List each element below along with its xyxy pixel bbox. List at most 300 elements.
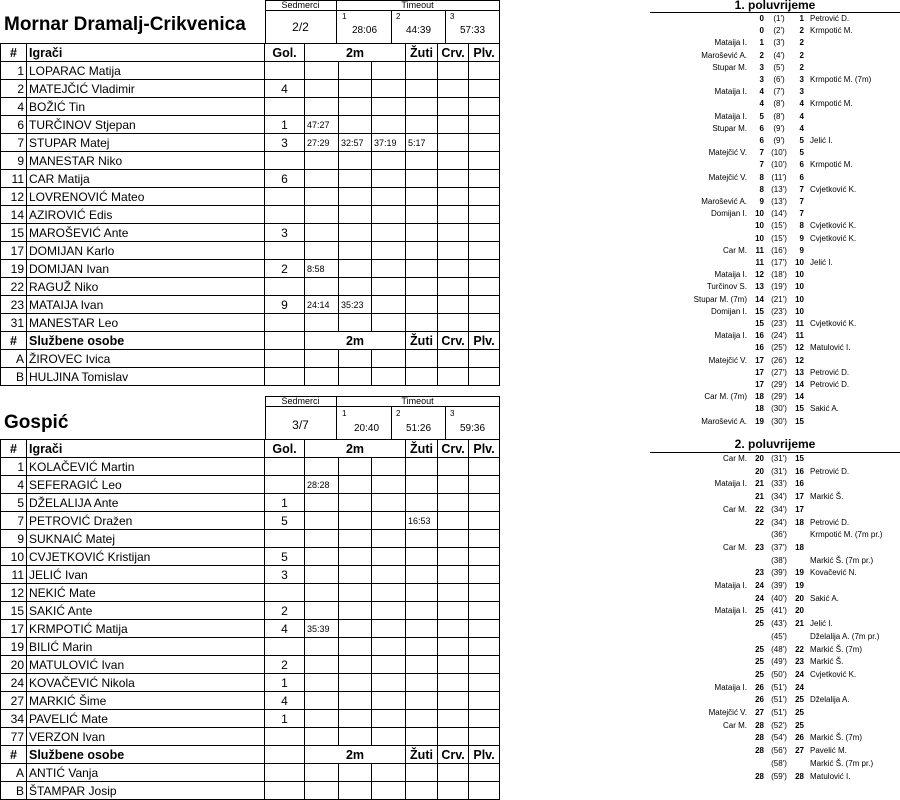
player-2min (305, 566, 339, 584)
away-team-sheet (0, 396, 499, 800)
log-away-score: 25 (795, 708, 804, 717)
player-blue-card (469, 116, 500, 134)
log-home-score: 7 (759, 148, 764, 158)
official-name: ŽIROVEC Ivica (27, 350, 265, 368)
log-away-scorer: Petrović D. (810, 517, 850, 527)
player-red-card (438, 656, 469, 674)
log-home-score: 21 (755, 492, 764, 502)
log-event (650, 184, 900, 196)
official-cell (438, 782, 469, 800)
log-home-score: 25 (755, 606, 764, 616)
home-timeout-3-index: 3 (450, 12, 455, 21)
player-2min: 24:14 (305, 296, 339, 314)
log-home-score: 25 (755, 669, 764, 679)
log-event (650, 605, 900, 617)
log-minute: (23') (771, 319, 787, 328)
player-goals (265, 728, 305, 746)
col-red-header: Crv. (438, 44, 469, 62)
log-home-score: 18 (755, 404, 764, 414)
player-red-card (438, 62, 469, 80)
log-event (650, 159, 900, 171)
player-row (1, 584, 500, 602)
player-name: MATEJČIĆ Vladimir (27, 80, 265, 98)
log-event (650, 491, 900, 503)
log-away-score: 13 (795, 367, 804, 377)
player-2min (339, 620, 372, 638)
player-blue-card (469, 98, 500, 116)
player-goals (265, 530, 305, 548)
official-cell (469, 368, 500, 386)
player-number: 27 (1, 692, 27, 710)
log-event (650, 196, 900, 208)
player-blue-card (469, 260, 500, 278)
home-officials-header-row (1, 332, 500, 350)
log-home-score: 17 (755, 380, 764, 389)
log-event (650, 98, 900, 110)
player-number: 19 (1, 260, 27, 278)
player-red-card (438, 134, 469, 152)
col-blue-header: Plv. (469, 440, 500, 458)
player-2min (339, 80, 372, 98)
player-number: 2 (1, 80, 27, 98)
log-away-scorer: Krmpotić M. (7m) (810, 75, 872, 84)
col-blue-header: Plv. (469, 44, 500, 62)
player-number: 17 (1, 620, 27, 638)
away-top-header (0, 396, 499, 439)
player-yellow-card (406, 710, 438, 728)
player-goals (265, 152, 305, 170)
player-row (1, 278, 500, 296)
player-number: 9 (1, 530, 27, 548)
player-yellow-card (406, 692, 438, 710)
player-2min (372, 314, 406, 332)
player-2min (372, 656, 406, 674)
official-letter: B (1, 782, 27, 800)
player-number: 4 (1, 98, 27, 116)
player-yellow-card: 5:17 (406, 134, 438, 152)
log-event (650, 656, 900, 668)
player-row (1, 314, 500, 332)
log-event (650, 342, 900, 354)
player-red-card (438, 530, 469, 548)
player-row (1, 494, 500, 512)
player-name: PETROVIĆ Dražen (27, 512, 265, 530)
log-home-scorer: Domijan I. (710, 209, 747, 219)
log-minute: (1') (773, 14, 785, 23)
player-red-card (438, 674, 469, 692)
log-away-score: 25 (795, 720, 804, 730)
log-event (650, 580, 900, 592)
official-row (1, 350, 500, 368)
player-name: LOVRENOVIĆ Mateo (27, 188, 265, 206)
log-home-score: 3 (759, 75, 764, 84)
player-2min (372, 116, 406, 134)
log-away-score: 24 (795, 682, 804, 692)
player-name: BILIĆ Marin (27, 638, 265, 656)
log-away-score: 3 (799, 75, 804, 84)
log-home-score: 15 (755, 306, 764, 316)
second-half-title: 2. poluvrijeme (734, 437, 816, 451)
player-2min (372, 692, 406, 710)
player-2min (372, 188, 406, 206)
log-away-scorer: Krmpotić M. (810, 160, 853, 170)
log-home-score: 21 (755, 479, 764, 489)
player-red-card (438, 188, 469, 206)
log-minute: (21') (771, 294, 787, 304)
log-event (650, 257, 900, 269)
player-yellow-card (406, 602, 438, 620)
player-number: 17 (1, 242, 27, 260)
log-minute: (2') (773, 26, 785, 36)
log-minute: (37') (771, 542, 787, 552)
player-number: 10 (1, 548, 27, 566)
player-red-card (438, 494, 469, 512)
first-half-title: 1. poluvrijeme (734, 0, 816, 12)
player-number: 20 (1, 656, 27, 674)
player-yellow-card (406, 620, 438, 638)
player-number: 11 (1, 566, 27, 584)
player-blue-card (469, 674, 500, 692)
log-event (650, 593, 900, 605)
log-minute: (14') (771, 209, 787, 219)
player-2min (339, 728, 372, 746)
col-players-header: Igrači (27, 440, 265, 458)
log-event (650, 391, 900, 403)
log-away-scorer: Dželalija A. (810, 695, 850, 705)
player-name: MATULOVIĆ Ivan (27, 656, 265, 674)
log-minute: (27') (771, 367, 787, 377)
log-away-score: 2 (799, 26, 804, 36)
player-row (1, 134, 500, 152)
away-timeout-1-index: 1 (342, 409, 347, 418)
log-minute: (13') (771, 197, 787, 206)
player-yellow-card (406, 62, 438, 80)
log-home-score: 28 (755, 746, 764, 756)
player-red-card (438, 224, 469, 242)
player-blue-card (469, 80, 500, 98)
official-cell (305, 350, 339, 368)
player-number: 1 (1, 62, 27, 80)
official-cell (339, 350, 372, 368)
player-yellow-card (406, 278, 438, 296)
player-number: 7 (1, 512, 27, 530)
player-number: 24 (1, 674, 27, 692)
log-minute: (40') (771, 593, 787, 603)
log-home-scorer: Mataija I. (714, 270, 747, 280)
log-away-score: 28 (795, 771, 804, 781)
log-away-score: 24 (795, 669, 804, 679)
log-away-score: 3 (799, 87, 804, 97)
player-yellow-card (406, 494, 438, 512)
away-timeout-2-index: 2 (396, 409, 401, 418)
player-blue-card (469, 728, 500, 746)
log-away-score: 23 (795, 657, 804, 667)
player-row (1, 530, 500, 548)
log-home-scorer: Matejčić V. (708, 708, 747, 717)
log-event (650, 542, 900, 554)
player-2min (339, 530, 372, 548)
player-2min (305, 674, 339, 692)
log-minute: (26') (771, 355, 787, 365)
log-away-scorer: Markić Š. (7m) (810, 733, 862, 743)
home-timeout-2-index: 2 (396, 12, 401, 21)
away-timeout-3-index: 3 (450, 409, 455, 418)
player-number: 7 (1, 134, 27, 152)
player-row (1, 602, 500, 620)
log-home-score: 5 (759, 111, 764, 121)
log-event (650, 330, 900, 342)
log-home-score: 7 (759, 160, 764, 170)
player-blue-card (469, 620, 500, 638)
player-name: LOPARAC Matija (27, 62, 265, 80)
player-name: DOMIJAN Ivan (27, 260, 265, 278)
player-goals (265, 638, 305, 656)
log-home-scorer: Car M. (723, 504, 747, 514)
log-event (650, 453, 900, 465)
log-event (650, 771, 900, 783)
log-minute: (34') (771, 492, 787, 502)
log-away-scorer: Jelić I. (810, 136, 833, 145)
log-minute: (45') (771, 631, 787, 641)
player-2min (372, 152, 406, 170)
player-goals: 4 (265, 80, 305, 98)
player-2min (339, 62, 372, 80)
log-away-score: 10 (795, 282, 804, 292)
player-red-card (438, 728, 469, 746)
player-row (1, 98, 500, 116)
log-home-scorer: Mataija I. (714, 581, 747, 590)
log-away-score: 18 (795, 542, 804, 552)
player-yellow-card (406, 656, 438, 674)
player-red-card (438, 278, 469, 296)
official-cell (372, 764, 406, 782)
player-blue-card (469, 278, 500, 296)
player-row (1, 62, 500, 80)
player-name: MARKIĆ Šime (27, 692, 265, 710)
player-red-card (438, 548, 469, 566)
official-cell (265, 782, 305, 800)
away-timeout-3-time: 59:36 (460, 423, 486, 434)
log-home-score: 17 (755, 367, 764, 377)
log-minute: (6') (773, 75, 785, 84)
log-minute: (29') (771, 380, 787, 389)
player-2min (305, 710, 339, 728)
player-2min (372, 458, 406, 476)
log-minute: (50') (771, 669, 787, 679)
log-away-score: 15 (795, 404, 804, 414)
player-number: 1 (1, 458, 27, 476)
col-number-header: # (1, 44, 27, 62)
home-timeout-3-time: 57:33 (460, 25, 486, 36)
player-2min (305, 152, 339, 170)
player-row (1, 710, 500, 728)
log-minute: (30') (771, 404, 787, 414)
log-home-scorer: Domijan I. (710, 306, 747, 316)
log-away-score: 6 (799, 160, 804, 170)
player-number: 31 (1, 314, 27, 332)
player-2min (305, 278, 339, 296)
log-home-score: 16 (755, 343, 764, 353)
officials-2m-header: 2m (305, 332, 406, 350)
player-name: MANESTAR Niko (27, 152, 265, 170)
log-minute: (15') (771, 221, 787, 231)
log-away-score: 18 (795, 517, 804, 527)
log-event (650, 707, 900, 719)
player-2min (339, 548, 372, 566)
player-yellow-card (406, 638, 438, 656)
log-away-score: 7 (799, 197, 804, 206)
player-yellow-card: 16:53 (406, 512, 438, 530)
log-away-score: 15 (795, 454, 804, 463)
player-row (1, 80, 500, 98)
official-cell (469, 782, 500, 800)
player-2min (305, 728, 339, 746)
log-event (650, 567, 900, 579)
log-minute: (8') (773, 99, 785, 109)
log-away-score: 20 (795, 593, 804, 603)
match-log (650, 0, 900, 792)
player-blue-card (469, 548, 500, 566)
player-red-card (438, 710, 469, 728)
player-number: 6 (1, 116, 27, 134)
log-away-scorer: Cvjetković K. (810, 184, 857, 194)
home-top-header (0, 0, 499, 43)
player-blue-card (469, 314, 500, 332)
player-2min (372, 494, 406, 512)
log-home-score: 24 (755, 593, 764, 603)
player-goals (265, 476, 305, 494)
log-away-score: 10 (795, 294, 804, 304)
log-away-scorer: Markić Š. (7m pr.) (810, 555, 874, 565)
player-red-card (438, 242, 469, 260)
player-name: MANESTAR Leo (27, 314, 265, 332)
log-home-scorer: Mataija I. (714, 606, 747, 616)
player-2min (372, 728, 406, 746)
player-2min (305, 638, 339, 656)
player-row (1, 656, 500, 674)
player-2min (339, 314, 372, 332)
player-red-card (438, 620, 469, 638)
player-2min (305, 188, 339, 206)
official-row (1, 764, 500, 782)
log-event (650, 758, 900, 770)
player-name: NEKIĆ Mate (27, 584, 265, 602)
log-event (650, 403, 900, 415)
log-away-score: 12 (795, 343, 804, 353)
player-blue-card (469, 494, 500, 512)
player-number: 4 (1, 476, 27, 494)
player-2min (305, 98, 339, 116)
officials-number-header: # (1, 332, 27, 350)
player-yellow-card (406, 152, 438, 170)
log-event (650, 269, 900, 281)
officials-yellow-header: Žuti (406, 332, 438, 350)
col-yellow-header: Žuti (406, 44, 438, 62)
log-minute: (39') (771, 581, 787, 590)
player-blue-card (469, 476, 500, 494)
player-red-card (438, 116, 469, 134)
player-name: MATAIJA Ivan (27, 296, 265, 314)
log-home-score: 10 (755, 209, 764, 219)
log-minute: (5') (773, 62, 785, 72)
player-2min (339, 656, 372, 674)
log-event (650, 478, 900, 490)
player-2min (339, 512, 372, 530)
log-home-scorer: Mataija I. (714, 682, 747, 692)
player-goals: 2 (265, 602, 305, 620)
player-yellow-card (406, 80, 438, 98)
log-away-scorer: Krmpotić M. (810, 99, 853, 109)
log-event (650, 732, 900, 744)
official-cell (372, 368, 406, 386)
log-away-score: 11 (795, 331, 804, 341)
home-team-name: Mornar Dramalj-Crikvenica (4, 14, 246, 35)
player-2min (372, 296, 406, 314)
log-away-score: 25 (795, 695, 804, 705)
away-officials-header-row (1, 746, 500, 764)
log-away-scorer: Markić Š. (7m) (810, 644, 862, 654)
player-row (1, 458, 500, 476)
log-minute: (16') (771, 245, 787, 255)
player-row (1, 692, 500, 710)
official-cell (265, 764, 305, 782)
log-minute: (41') (771, 606, 787, 616)
player-2min: 37:19 (372, 134, 406, 152)
log-home-score: 24 (755, 581, 764, 590)
player-name: PAVELIĆ Mate (27, 710, 265, 728)
player-blue-card (469, 152, 500, 170)
player-row (1, 620, 500, 638)
official-cell (406, 782, 438, 800)
log-home-score: 23 (755, 542, 764, 552)
player-name: TURČINOV Stjepan (27, 116, 265, 134)
player-2min (372, 602, 406, 620)
log-home-score: 20 (755, 466, 764, 476)
officials-red-header: Crv. (438, 746, 469, 764)
player-goals: 5 (265, 512, 305, 530)
officials-2m-header: 2m (305, 746, 406, 764)
log-home-scorer: Car M. (723, 245, 747, 255)
log-minute: (43') (771, 619, 787, 629)
col-2m-header: 2m (305, 44, 406, 62)
log-home-score: 26 (755, 682, 764, 692)
log-minute: (39') (771, 568, 787, 578)
log-away-scorer: Cvjetković K. (810, 233, 857, 243)
player-row (1, 476, 500, 494)
player-2min (372, 98, 406, 116)
log-minute: (17') (771, 258, 787, 267)
log-home-score: 0 (759, 26, 764, 36)
col-goals-header: Gol. (265, 440, 305, 458)
player-2min (372, 80, 406, 98)
player-2min (372, 584, 406, 602)
player-goals: 3 (265, 224, 305, 242)
player-goals: 4 (265, 620, 305, 638)
player-row (1, 170, 500, 188)
player-number: 12 (1, 188, 27, 206)
player-red-card (438, 260, 469, 278)
log-home-score: 20 (755, 454, 764, 463)
log-event (650, 631, 900, 643)
log-home-score: 9 (759, 197, 764, 206)
log-away-score: 12 (795, 355, 804, 365)
player-name: KOLAČEVIĆ Martin (27, 458, 265, 476)
log-away-score: 16 (795, 466, 804, 476)
log-home-score: 2 (759, 50, 764, 60)
log-event (650, 504, 900, 516)
away-header-row (1, 440, 500, 458)
player-blue-card (469, 566, 500, 584)
